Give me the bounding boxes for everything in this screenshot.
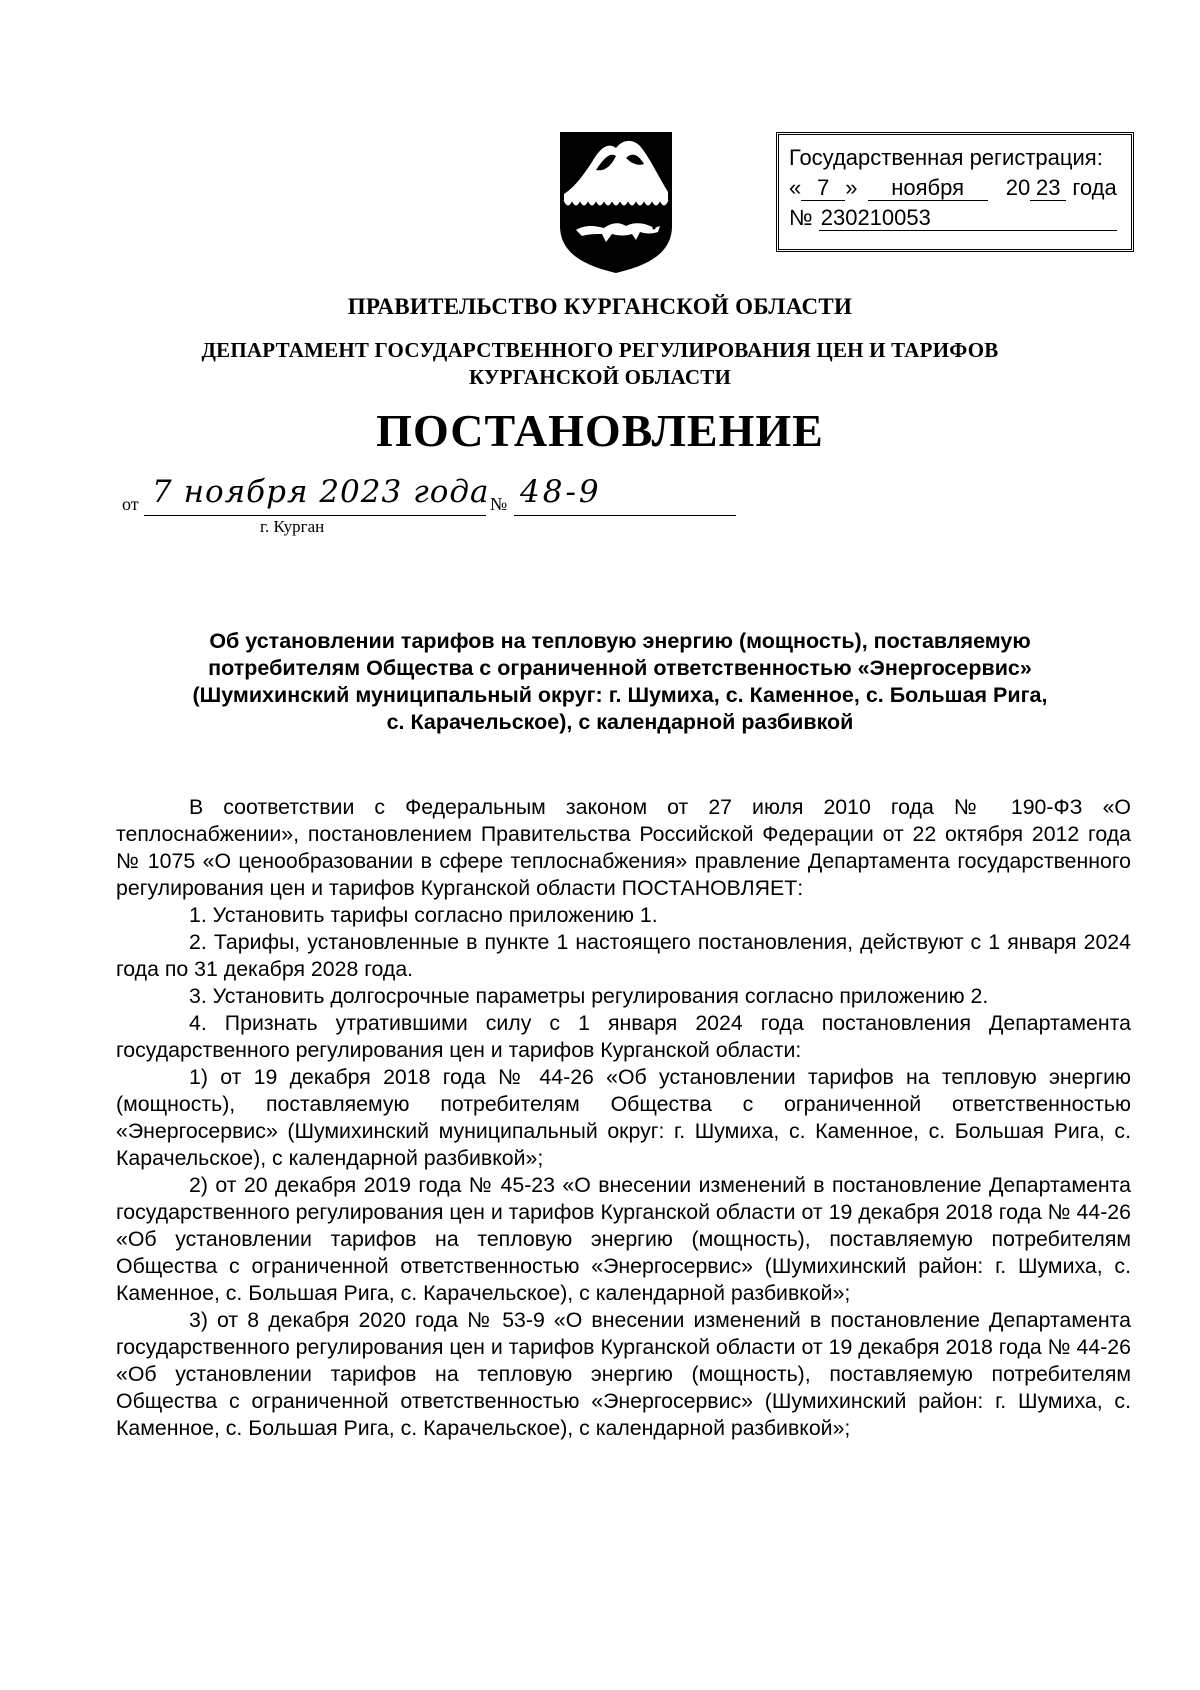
subject-line-2: потребителям Общества с ограниченной ответственностью «Энергосервис» — [208, 656, 1032, 680]
registration-date — [789, 173, 1121, 203]
quote-close: » — [845, 175, 858, 200]
date-underline — [144, 515, 486, 516]
sub-item-2: 2) от 20 декабря 2019 года № 45-23 «О внесении изменений в постановление Департамента государственного регулирования цен и тарифов Курганской области от 19 декабря 2018 года № 44-26 «Об установлении тарифов на тепловую энергию (мощность), поставляемую потребителям Общества с ограниченной ответственностью «Энергосервис» (Шумихинский район: г. Шумиха, с. Каменное, с. Большая Рига, с. Карачельское), с календарной разбивкой»; — [116, 1173, 1131, 1305]
registration-stamp — [776, 132, 1134, 252]
handwritten-number: 48-9 — [520, 474, 602, 510]
department-title — [0, 337, 1200, 391]
city-label: г. Курган — [260, 517, 325, 536]
item-1: 1. Установить тарифы согласно приложению 1. — [189, 903, 658, 927]
date-number-line — [122, 474, 622, 534]
number-underline — [514, 515, 736, 516]
item-3: 3. Установить долгосрочные параметры регулирования согласно приложению 2. — [189, 984, 989, 1008]
registration-year-word: года — [1072, 175, 1117, 200]
number-label: № — [490, 494, 508, 514]
subject-line-3: (Шумихинский муниципальный округ: г. Шумиха, с. Каменное, с. Большая Рига, — [192, 683, 1048, 707]
registration-number-line — [789, 203, 1121, 233]
sub-item-3: 3) от 8 декабря 2020 года № 53-9 «О внесении изменений в постановление Департамента государственного регулирования цен и тарифов Курганской области от 19 декабря 2018 года № 44-26 «Об установлении тарифов на тепловую энергию (мощность), поставляемую потребителям Общества с ограниченной ответственностью «Энергосервис» (Шумихинский район: г. Шумиха, с. Каменное, с. Большая Рига, с. Карачельское), с календарной разбивкой»; — [116, 1308, 1131, 1440]
coat-of-arms-icon — [556, 130, 676, 275]
registration-year-suffix: 23 — [1030, 176, 1066, 201]
registration-number: 230210053 — [819, 206, 1117, 231]
document-subject — [130, 628, 1110, 736]
registration-month: ноября — [868, 176, 988, 201]
department-line-1: ДЕПАРТАМЕНТ ГОСУДАРСТВЕННОГО РЕГУЛИРОВАНИЯ ЦЕН И ТАРИФОВ — [201, 338, 999, 362]
registration-number-label: № — [789, 205, 813, 230]
item-4: 4. Признать утратившими силу с 1 января 2024 года постановления Департамента государственного регулирования цен и тарифов Курганской области: — [116, 1011, 1131, 1062]
quote-open: « — [789, 175, 802, 200]
registration-title: Государственная регистрация: — [789, 145, 1103, 170]
handwritten-date: 7 ноября 2023 года — [152, 474, 490, 510]
document-type-title: ПОСТАНОВЛЕНИЕ — [376, 405, 824, 456]
subject-line-1: Об установлении тарифов на тепловую энергию (мощность), поставляемую — [209, 629, 1031, 653]
preamble-paragraph: В соответствии с Федеральным законом от 27 июля 2010 года № 190-ФЗ «О теплоснабжении», постановлением Правительства Российской Федерации от 22 октября 2012 года № 1075 «О ценообразовании в сфере теплоснабжения» правление Департамента государственного регулирования цен и тарифов Курганской области ПОСТАНОВЛЯЕТ: — [116, 795, 1131, 900]
subject-line-4: с. Карачельское), с календарной разбивкой — [386, 710, 854, 734]
document-body — [116, 794, 1131, 1442]
from-label: от — [122, 494, 139, 514]
sub-item-1: 1) от 19 декабря 2018 года № 44-26 «Об установлении тарифов на тепловую энергию (мощность), поставляемую потребителям Общества с ограниченной ответственностью «Энергосервис» (Шумихинский муниципальный округ: г. Шумиха, с. Каменное, с. Большая Рига, с. Карачельское), с календарной разбивкой»; — [116, 1065, 1131, 1170]
registration-year-prefix: 20 — [1005, 175, 1031, 200]
government-title: ПРАВИТЕЛЬСТВО КУРГАНСКОЙ ОБЛАСТИ — [347, 294, 853, 319]
department-line-2: КУРГАНСКОЙ ОБЛАСТИ — [469, 365, 731, 389]
registration-day: 7 — [801, 176, 845, 201]
item-2: 2. Тарифы, установленные в пункте 1 настоящего постановления, действуют с 1 января 2024 года по 31 декабря 2028 года. — [116, 930, 1131, 981]
